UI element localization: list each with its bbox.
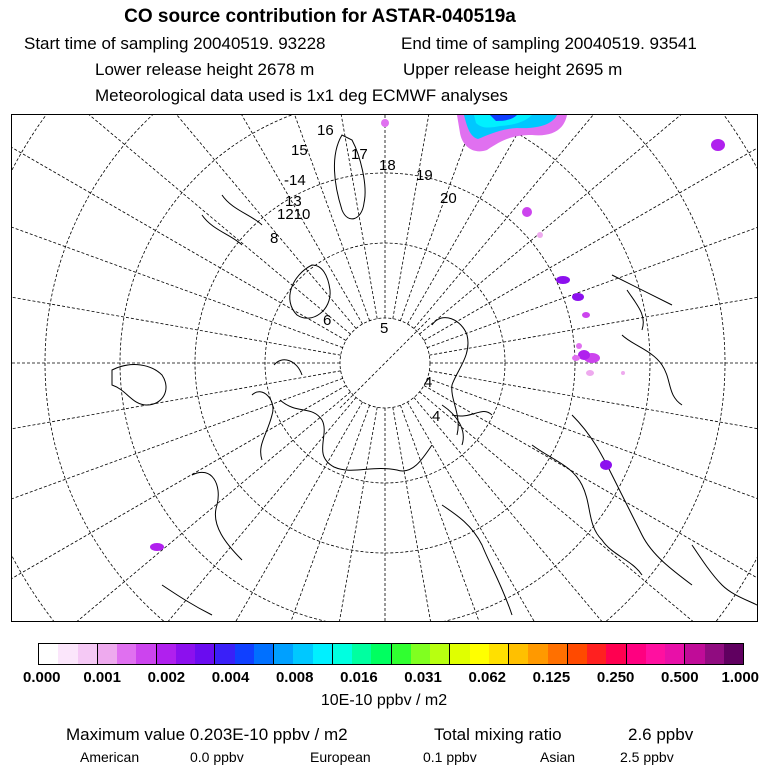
colorbar-tick-label: 0.250 (596, 669, 635, 686)
colorbar-cell (58, 644, 77, 664)
colorbar-unit: 10E-10 ppbv / m2 (320, 692, 448, 709)
coastlines (112, 135, 757, 615)
trajectory-age-label: 8 (270, 230, 279, 247)
trajectory-age-label: 6 (323, 312, 332, 329)
trajectory-age-label: -14 (284, 172, 306, 189)
colorbar-tick-label: 0.002 (147, 669, 186, 686)
trajectory-age-label: 18 (379, 157, 396, 174)
colorbar-cell (606, 644, 626, 664)
trajectory-age-label: 13 (285, 193, 302, 210)
meridian-line (427, 378, 757, 602)
trajectory-age-label: 4 (424, 374, 433, 391)
european-value: 0.1 ppbv (423, 749, 477, 765)
end-sampling-label: End time of sampling 20040519. 93541 (401, 34, 697, 53)
latitude-circle (265, 243, 505, 483)
colorbar-tick-label: 0.125 (532, 669, 571, 686)
american-label: American (80, 749, 140, 765)
trajectory-age-label: 17 (351, 146, 368, 163)
colorbar-cell (470, 644, 489, 664)
colorbar-cell (411, 644, 430, 664)
colorbar-tick-label: 0.031 (404, 669, 442, 686)
colorbar-cell (157, 644, 176, 664)
asian-label: Asian (540, 749, 576, 765)
map-title: CO source contribution for ASTAR-040519a (124, 6, 516, 27)
trajectory-age-label: 16 (317, 122, 334, 139)
colorbar-cell (724, 644, 743, 664)
american-value: 0.0 ppbv (190, 749, 244, 765)
colorbar-cell (430, 644, 450, 664)
colorbar-cell (274, 644, 293, 664)
colorbar-tick-label: 0.500 (661, 669, 699, 686)
colorbar-cell (195, 644, 215, 664)
max-value-label: Maximum value 0.203E-10 ppbv / m2 (66, 725, 348, 744)
colorbar-cell (136, 644, 156, 664)
meridian-line (35, 115, 363, 324)
colorbar-tick-label: 0.004 (211, 669, 250, 686)
latitude-circle (12, 115, 757, 621)
colorbar-cell (705, 644, 724, 664)
colorbar-cell (627, 644, 646, 664)
colorbar-cell (646, 644, 665, 664)
colorbar-cell (665, 644, 685, 664)
lower-release-label: Lower release height 2678 m (95, 60, 315, 79)
meridian-line (429, 241, 757, 355)
colorbar-cell (371, 644, 391, 664)
meridian-line (414, 115, 757, 329)
colorbar (38, 643, 744, 665)
latitude-circle (12, 115, 757, 621)
colorbar-cell (685, 644, 704, 664)
trajectory-age-label: 4 (432, 408, 441, 425)
colorbar-cell (235, 644, 254, 664)
colorbar-tick-label: 0.001 (83, 669, 121, 686)
colorbar-cell (176, 644, 195, 664)
colorbar-cell (333, 644, 352, 664)
colorbar-cell (117, 644, 136, 664)
total-mixing-label: Total mixing ratio (434, 725, 562, 744)
meridian-line (424, 386, 757, 622)
trajectory-age-label: 20 (440, 190, 457, 207)
polar-map (11, 114, 758, 622)
colorbar-cell (548, 644, 568, 664)
colorbar-cell (215, 644, 234, 664)
meridian-line (263, 407, 377, 621)
total-mixing-value: 2.6 ppbv (628, 725, 694, 744)
meridian-line (35, 402, 363, 621)
colorbar-cell (587, 644, 606, 664)
asian-value: 2.5 ppbv (620, 749, 674, 765)
meridian-line (12, 241, 341, 355)
colorbar-tick-label: 0.016 (340, 669, 378, 686)
colorbar-cell (528, 644, 547, 664)
meridian-line (12, 392, 351, 621)
meridian-line (12, 386, 346, 622)
colorbar-cell (568, 644, 587, 664)
meridian-line (146, 405, 370, 621)
meridian-line (393, 407, 507, 621)
meridian-line (429, 371, 757, 485)
colorbar-cell (98, 644, 117, 664)
upper-release-label: Upper release height 2695 m (403, 60, 623, 79)
start-sampling-label: Start time of sampling 20040519. 93228 (24, 34, 326, 53)
meridian-line (427, 124, 757, 348)
colorbar-cell (78, 644, 98, 664)
colorbar-cell (293, 644, 312, 664)
trajectory-age-label: 5 (380, 320, 389, 337)
meridian-line (12, 378, 343, 602)
met-data-label: Meteorological data used is 1x1 deg ECMWF analyses (95, 86, 508, 105)
colorbar-cell (254, 644, 274, 664)
colorbar-tick-label: 0.000 (22, 669, 61, 686)
colorbar-tick-label: 0.008 (275, 669, 314, 686)
european-label: European (310, 749, 371, 765)
colorbar-cell (509, 644, 528, 664)
trajectory-age-label: 1210 (277, 206, 311, 223)
colorbar-cell (352, 644, 371, 664)
colorbar-cell (39, 644, 58, 664)
colorbar-cell (392, 644, 411, 664)
colorbar-tick-label: 0.062 (468, 669, 507, 686)
colorbar-cell (313, 644, 333, 664)
colorbar-tick-label: 1.000 (721, 669, 760, 686)
trajectory-age-label: 15 (291, 142, 308, 159)
lat-lon-grid (12, 115, 757, 621)
colorbar-cell (450, 644, 469, 664)
trajectory-age-label: 19 (416, 167, 433, 184)
meridian-line (408, 115, 736, 324)
map-canvas (12, 115, 757, 621)
trajectory-age-labels (270, 122, 457, 425)
colorbar-cell (489, 644, 509, 664)
